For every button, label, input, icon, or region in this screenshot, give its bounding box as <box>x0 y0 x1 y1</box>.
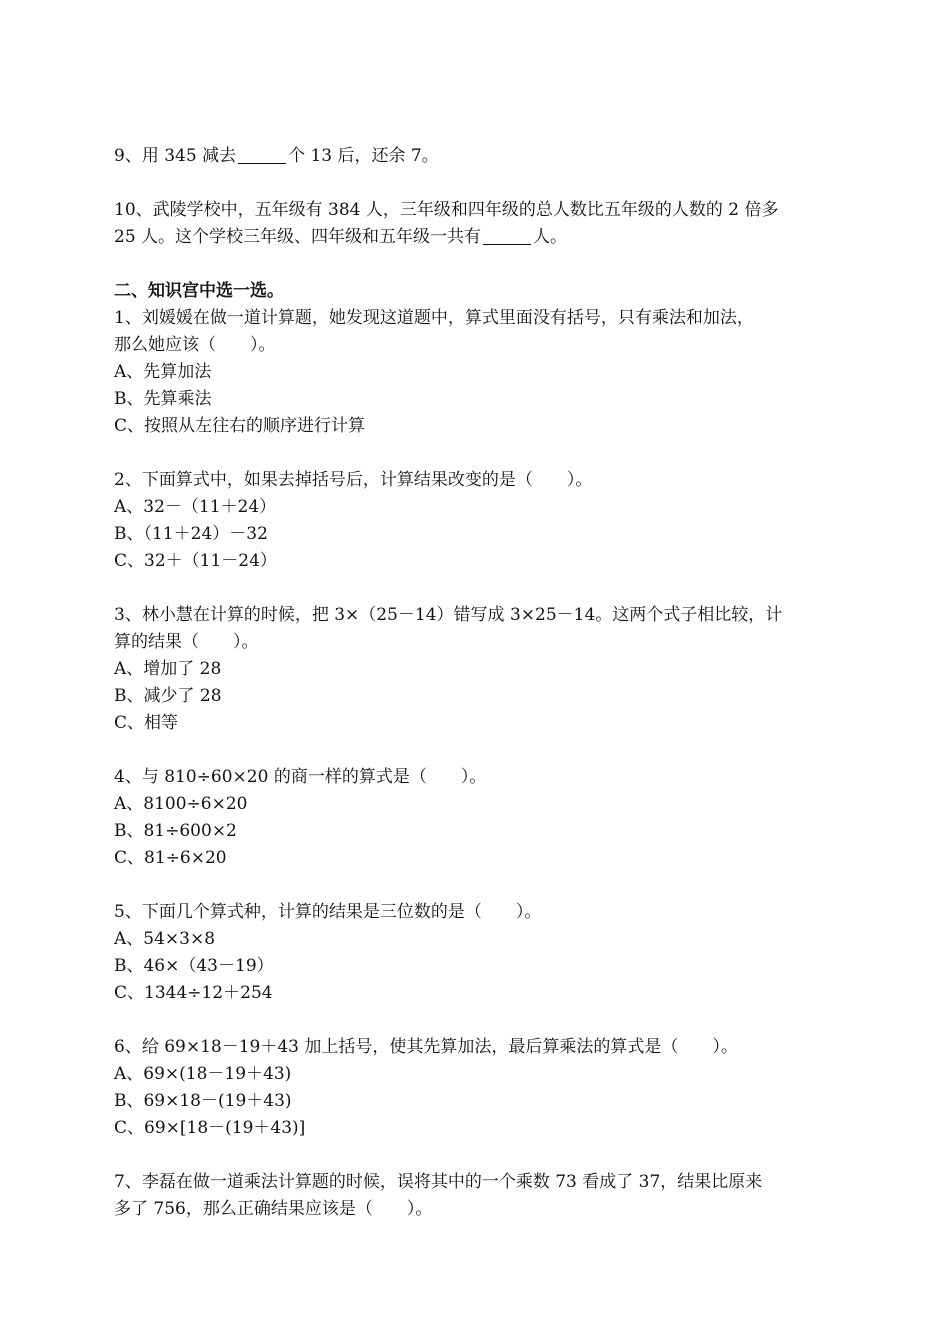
choice-question <box>114 764 844 872</box>
answer-option: A、32－（11＋24） <box>114 497 277 517</box>
question-stem-line: 算的结果（ ）。 <box>114 632 259 652</box>
question-10-line-2-before: 25 人。这个学校三年级、四年级和五年级一共有 <box>114 227 482 247</box>
answer-option: B、46×（43－19） <box>114 956 274 976</box>
answer-option: A、54×3×8 <box>114 929 216 949</box>
answer-option: A、69×(18－19＋43) <box>114 1064 292 1084</box>
choice-question <box>114 305 844 440</box>
question-9-text-after: 个 13 后，还余 7。 <box>288 146 439 166</box>
question-stem-line: 多了 756，那么正确结果应该是（ ）。 <box>114 1199 433 1219</box>
answer-option: B、减少了 28 <box>114 686 222 706</box>
answer-option: B、（11＋24）－32 <box>114 524 268 544</box>
answer-option: C、按照从左往右的顺序进行计算 <box>114 416 366 436</box>
choice-question <box>114 602 844 737</box>
choice-question <box>114 899 844 1007</box>
answer-option: A、先算加法 <box>114 362 212 382</box>
question-10 <box>114 197 844 251</box>
answer-blank <box>483 226 531 245</box>
worksheet-page <box>114 143 844 1250</box>
section-title: 二、知识宫中选一选。 <box>114 281 284 301</box>
choice-question <box>114 467 844 575</box>
answer-option: B、先算乘法 <box>114 389 212 409</box>
answer-option: C、69×[18－(19＋43)] <box>114 1118 306 1138</box>
question-stem-line: 5、下面几个算式种，计算的结果是三位数的是（ ）。 <box>114 902 542 922</box>
question-stem-line: 1、刘媛媛在做一道计算题，她发现这道题中，算式里面没有括号，只有乘法和加法， <box>114 308 754 328</box>
question-10-line-2-after: 人。 <box>533 227 568 247</box>
question-10-line-1: 10、武陵学校中，五年级有 384 人，三年级和四年级的总人数比五年级的人数的 2 倍多 <box>114 200 779 220</box>
answer-option: B、81÷600×2 <box>114 821 237 841</box>
question-stem-line: 7、李磊在做一道乘法计算题的时候，误将其中的一个乘数 73 看成了 37，结果比原来 <box>114 1172 763 1192</box>
answer-blank <box>238 145 286 164</box>
choice-question <box>114 1169 844 1223</box>
question-stem-line: 6、给 69×18－19＋43 加上括号，使其先算加法，最后算乘法的算式是（ ）。 <box>114 1037 738 1057</box>
question-stem-line: 4、与 810÷60×20 的商一样的算式是（ ）。 <box>114 767 487 787</box>
answer-option: C、81÷6×20 <box>114 848 227 868</box>
answer-option: C、1344÷12＋254 <box>114 983 273 1003</box>
choice-question <box>114 1034 844 1142</box>
answer-option: A、8100÷6×20 <box>114 794 248 814</box>
answer-option: C、32＋（11－24） <box>114 551 277 571</box>
question-stem-line: 2、下面算式中，如果去掉括号后，计算结果改变的是（ ）。 <box>114 470 593 490</box>
answer-option: C、相等 <box>114 713 179 733</box>
answer-option: B、69×18－(19＋43) <box>114 1091 292 1111</box>
question-stem-line: 3、林小慧在计算的时候，把 3×（25－14）错写成 3×25－14。这两个式子相比较，计 <box>114 605 783 625</box>
question-stem-line: 那么她应该（ ）。 <box>114 335 276 355</box>
answer-option: A、增加了 28 <box>114 659 222 679</box>
question-list <box>114 305 844 1223</box>
question-9 <box>114 143 844 170</box>
question-9-text-before: 9、用 345 减去 <box>114 146 237 166</box>
